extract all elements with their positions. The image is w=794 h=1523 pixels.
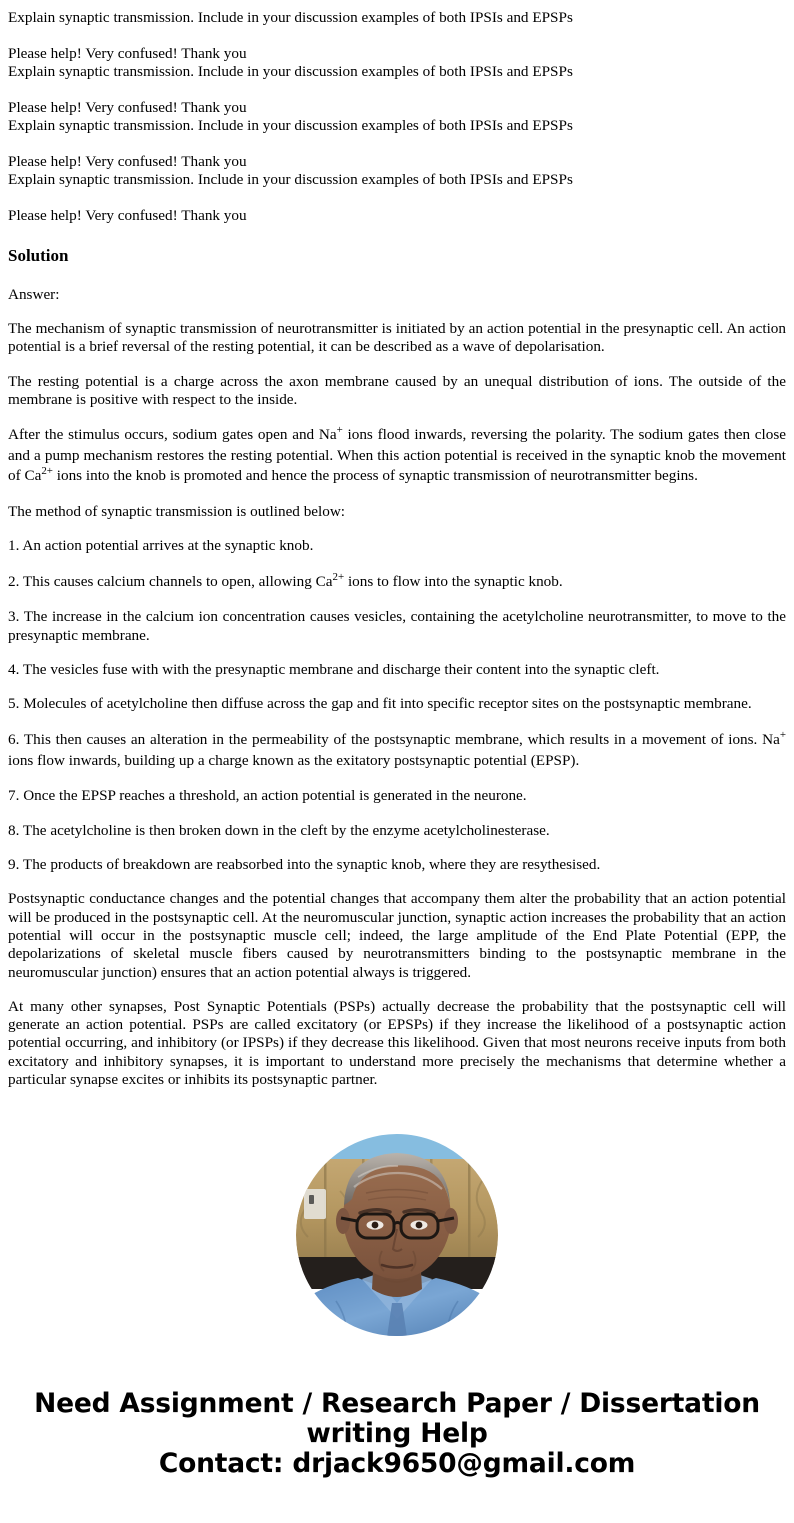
- solution-heading: Solution: [8, 246, 69, 265]
- list-item: [8, 555, 786, 592]
- block-spacer: [8, 189, 786, 207]
- ear-left: [336, 1208, 350, 1234]
- step-text: Molecules of acetylcholine then diffuse across the gap and fit into specific receptor sites on the postsynaptic membrane.: [23, 695, 752, 713]
- sodium-charge-superscript: +: [779, 729, 786, 742]
- closing-paragraph: At many other synapses, Post Synaptic Potentials (PSPs) actually decrease the probability that the postsynaptic cell will generate an action potential. PSPs are called excitatory (or EPSPs) if they increase the likelihood of a postsynaptic action potential occurring, and inhibitory (or IPSPs) if they decrease this likelihood. Given that most neurons receive inputs from both excitatory and inhibitory synapses, it is important to understand more precisely the mechanisms that determine whether a particular synapse excites or inhibits its postsynaptic partner.: [8, 997, 786, 1089]
- footer-contact-banner: [8, 1337, 786, 1479]
- solution-paragraph: The resting potential is a charge across the axon membrane caused by an unequal distribution of ions. The outside of the membrane is positive with respect to the inside.: [8, 372, 786, 408]
- block-spacer: [8, 27, 786, 45]
- portrait-container: [8, 1089, 786, 1337]
- question-plea: Please help! Very confused! Thank you: [8, 207, 247, 224]
- step-number: 5.: [8, 695, 20, 713]
- ions-text-part3: ions into the knob is promoted and hence the process of synaptic transmission of neurotransmitter begins.: [52, 467, 698, 485]
- list-item: [8, 713, 786, 771]
- list-item: [8, 679, 786, 713]
- footer-line-2: writing Help: [306, 1418, 488, 1450]
- closing-paragraph: Postsynaptic conductance changes and the potential changes that accompany them alter the probability that an action potential will be produced in the postsynaptic cell. At the neuromuscular junction, synaptic action increases the probability that an action potential will occur in the postsynaptic muscle cell; indeed, the large amplitude of the End Plate Potential (EPP, the depolarizations of skeletal muscle fibers caused by neurotransmitters binding to the postsynaptic membrane in the neuromuscular junction) ensures that an action potential always is triggered.: [8, 890, 786, 981]
- block-spacer: [8, 81, 786, 99]
- step-text: This causes calcium channels to open, allowing Ca: [22, 573, 333, 591]
- question-block: [8, 99, 786, 135]
- solution-paragraph: The mechanism of synaptic transmission of neurotransmitter is initiated by an action potential in the presynaptic cell. An action potential is a brief reversal of the resting potential, it can be described as a wave of depolarisation.: [8, 320, 786, 356]
- list-item: [8, 592, 786, 645]
- list-item: [8, 840, 786, 874]
- step-number: 4.: [8, 660, 20, 678]
- calcium-charge-superscript: 2+: [41, 465, 53, 478]
- question-block: [8, 207, 786, 225]
- block-spacer: [8, 135, 786, 153]
- step-number: 2.: [8, 573, 20, 591]
- step-text: The vesicles fuse with with the presynaptic membrane and discharge their content into the synaptic cleft.: [22, 660, 660, 678]
- list-item: [8, 521, 786, 555]
- sodium-charge-superscript: +: [336, 424, 343, 437]
- steps-list: [8, 521, 786, 874]
- calcium-charge-superscript: 2+: [332, 571, 345, 584]
- list-item: [8, 806, 786, 840]
- question-block: [8, 153, 786, 189]
- portrait-photo-svg: [296, 1133, 498, 1337]
- question-plea: Please help! Very confused! Thank you: [8, 153, 247, 170]
- step-number: 7.: [8, 787, 20, 805]
- question-prompt: Explain synaptic transmission. Include in your discussion examples of both IPSIs and EPSPs: [8, 9, 573, 26]
- question-plea: Please help! Very confused! Thank you: [8, 45, 247, 62]
- list-item: [8, 771, 786, 805]
- step-text: An action potential arrives at the synaptic knob.: [22, 536, 314, 554]
- answer-label: Answer:: [8, 286, 60, 303]
- question-prompt: Explain synaptic transmission. Include in your discussion examples of both IPSIs and EPSPs: [8, 63, 573, 80]
- step-text-tail: ions flow inwards, building up a charge known as the exitatory postsynaptic potential (EPSP).: [8, 752, 580, 770]
- outline-intro: The method of synaptic transmission is outlined below:: [8, 502, 346, 520]
- question-plea: Please help! Very confused! Thank you: [8, 99, 247, 116]
- question-block: [8, 0, 786, 27]
- question-block: [8, 45, 786, 81]
- step-number: 1.: [8, 536, 20, 554]
- ions-text-part2: ions flood inwards, reversing the polarity. The sodium gates then close and a pump mechanism restores the resting potential. When this action potential is received in the synaptic knob the movement of Ca: [8, 426, 786, 485]
- step-text: The increase in the calcium ion concentration causes vesicles, containing the acetylcholine neurotransmitter, to move to the presynaptic membrane.: [8, 608, 786, 644]
- step-text: The products of breakdown are reabsorbed into the synaptic knob, where they are resythesised.: [22, 856, 601, 874]
- wall-switch-plate: [304, 1189, 326, 1219]
- step-text: Once the EPSP reaches a threshold, an action potential is generated in the neurone.: [23, 787, 527, 805]
- footer-line-3: Contact: drjack9650@gmail.com: [158, 1448, 636, 1480]
- step-number: 3.: [8, 608, 20, 626]
- step-text: This then causes an alteration in the permeability of the postsynaptic membrane, which results in a movement of ions. Na: [23, 731, 780, 749]
- list-item: [8, 645, 786, 679]
- step-number: 6.: [8, 731, 20, 749]
- avatar: [296, 1133, 498, 1337]
- question-prompt: Explain synaptic transmission. Include in your discussion examples of both IPSIs and EPSPs: [8, 171, 573, 188]
- ions-paragraph: [8, 409, 786, 487]
- ions-text-part1: After the stimulus occurs, sodium gates open and Na: [8, 426, 337, 444]
- step-text: The acetylcholine is then broken down in the cleft by the enzyme acetylcholinesterase.: [22, 821, 550, 839]
- footer-line-1: Need Assignment / Research Paper / Dissertation: [34, 1388, 760, 1420]
- step-text-tail: ions to flow into the synaptic knob.: [344, 573, 563, 591]
- step-number: 8.: [8, 821, 20, 839]
- step-number: 9.: [8, 856, 20, 874]
- question-section: [8, 0, 786, 225]
- question-prompt: Explain synaptic transmission. Include in your discussion examples of both IPSIs and EPSPs: [8, 117, 573, 134]
